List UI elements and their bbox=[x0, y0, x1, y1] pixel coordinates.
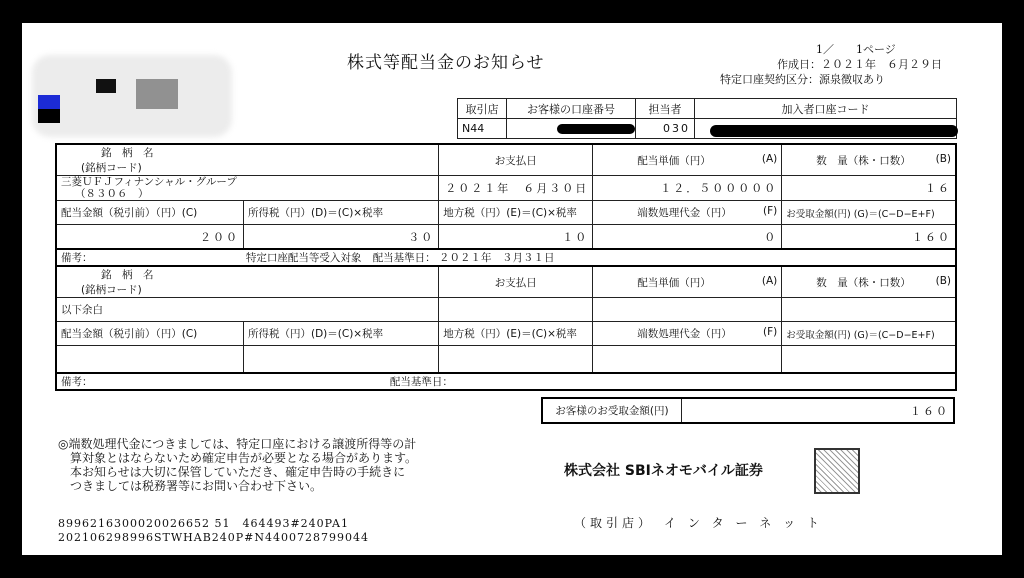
record2-quantity bbox=[782, 298, 956, 322]
name-header-cell-2 bbox=[56, 266, 439, 298]
record-date-label-2: 配当基準日： bbox=[389, 376, 453, 388]
total-value: １６０ bbox=[682, 398, 955, 423]
record2-received bbox=[782, 346, 956, 374]
quantity-mark: (B) bbox=[935, 152, 951, 165]
record1-remarks-row bbox=[56, 249, 956, 266]
redacted-color-block bbox=[38, 109, 60, 123]
company-seal-stamp bbox=[814, 448, 860, 494]
record1-quantity: １６ bbox=[782, 176, 956, 201]
rep-value: 030 bbox=[636, 119, 695, 139]
col-account-number-header: お客様の口座番号 bbox=[507, 99, 636, 119]
footer-note-line: 算対象とはならないため確定申告が必要となる場合があります。 bbox=[58, 451, 418, 465]
redaction-scribble bbox=[557, 124, 635, 134]
quantity-header-cell bbox=[782, 144, 956, 176]
name-header: 銘 柄 名 bbox=[101, 147, 154, 159]
record1-fraction: ０ bbox=[593, 225, 782, 250]
fraction-header-2: 端数処理代金（円） bbox=[637, 328, 732, 340]
unit-price-header-cell bbox=[593, 144, 782, 176]
col-branch-header: 取引店 bbox=[458, 99, 507, 119]
dividend-table bbox=[55, 143, 957, 391]
record2-unit-price bbox=[593, 298, 782, 322]
redacted-color-block bbox=[96, 79, 116, 93]
local-tax-header: 地方税（円）(E)＝(C)×税率 bbox=[439, 201, 593, 225]
code-header: (銘柄コード) bbox=[81, 162, 142, 174]
fraction-mark-2: (F) bbox=[763, 326, 778, 338]
redaction-scribble bbox=[710, 125, 958, 137]
redacted-blur bbox=[32, 55, 232, 137]
record2-fraction bbox=[593, 346, 782, 374]
unit-price-header-cell-2 bbox=[593, 266, 782, 298]
unit-price-mark-2: (A) bbox=[761, 274, 778, 287]
col-rep-header: 担当者 bbox=[636, 99, 695, 119]
quantity-mark-2: (B) bbox=[935, 274, 951, 287]
page-info: 1／ 1ページ bbox=[816, 43, 896, 56]
code-line: 202106298996STWHAB240P#N4400728799044 bbox=[58, 531, 370, 544]
record-date-label: 配当基準日： bbox=[372, 252, 436, 264]
received-header-2: お受取金額(円) (G)＝(C−D−E+F) bbox=[782, 322, 956, 346]
remarks-label-2: 備考： bbox=[61, 376, 93, 388]
income-tax-header-2: 所得税（円）(D)＝(C)×税率 bbox=[244, 322, 439, 346]
dividend-notice-document bbox=[22, 23, 1002, 555]
quantity-header-cell-2 bbox=[782, 266, 956, 298]
record2-income-tax bbox=[244, 346, 439, 374]
account-type: 特定口座契約区分：源泉徴収あり bbox=[720, 73, 885, 86]
footer-note-line: ◎端数処理代金につきましては、特定口座における譲渡所得等の計 bbox=[58, 437, 417, 451]
barcode-text bbox=[58, 517, 369, 545]
record1-income-tax: ３０ bbox=[244, 225, 439, 250]
record2-remarks-row bbox=[56, 373, 956, 390]
branch-name: （取引店） イ ン タ ー ネ ッ ト bbox=[574, 516, 823, 530]
footer-note bbox=[58, 437, 417, 493]
unit-price-header: 配当単価（円） bbox=[637, 154, 711, 167]
record1-name: 三菱ＵＦＪフィナンシャル・グループ bbox=[61, 176, 237, 188]
record1-code: （８３０６ ） bbox=[75, 188, 149, 200]
record1-received: １６０ bbox=[782, 225, 956, 250]
record1-record-date: ２０２１年 ３月３１日 bbox=[439, 252, 555, 264]
footer-note-line: 本お知らせは大切に保管していただき、確定申告時の手続きに bbox=[58, 465, 406, 479]
fraction-header-cell-2 bbox=[593, 322, 782, 346]
pay-date-header: お支払日 bbox=[439, 144, 593, 176]
record1-unit-price: １２．５０００００ bbox=[593, 176, 782, 201]
fraction-mark: (F) bbox=[763, 205, 778, 217]
record2-gross bbox=[56, 346, 244, 374]
fraction-header: 端数処理代金（円） bbox=[637, 207, 732, 219]
record1-name-cell bbox=[56, 176, 439, 201]
record1-pay-date: ２０２１年 ６月３０日 bbox=[439, 176, 593, 201]
code-header-2: (銘柄コード) bbox=[81, 284, 142, 296]
unit-price-header-2: 配当単価（円） bbox=[637, 276, 711, 289]
record2-name: 以下余白 bbox=[56, 298, 439, 322]
unit-price-mark: (A) bbox=[761, 152, 778, 165]
record2-local-tax bbox=[439, 346, 593, 374]
pay-date-header-2: お支払日 bbox=[439, 266, 593, 298]
name-header-cell bbox=[56, 144, 439, 176]
record1-remarks: 特定口座配当等受入対象 bbox=[245, 252, 362, 264]
code-line: 8996216300020026652 51 464493#240PA1 bbox=[58, 517, 350, 530]
total-label: お客様のお受取金額(円) bbox=[542, 398, 682, 423]
record1-local-tax: １０ bbox=[439, 225, 593, 250]
created-date: 作成日：２０２１年 ６月２９日 bbox=[777, 58, 942, 71]
record2-pay-date bbox=[439, 298, 593, 322]
name-header-2: 銘 柄 名 bbox=[101, 269, 154, 281]
total-table bbox=[541, 397, 955, 424]
record1-gross: ２００ bbox=[56, 225, 244, 250]
redacted-color-block bbox=[136, 79, 178, 109]
local-tax-header-2: 地方税（円）(E)＝(C)×税率 bbox=[439, 322, 593, 346]
quantity-header: 数 量（株・口数） bbox=[816, 154, 911, 167]
gross-header: 配当金額（税引前）（円）(C) bbox=[56, 201, 244, 225]
fraction-header-cell bbox=[593, 201, 782, 225]
received-header: お受取金額(円) (G)＝(C−D−E+F) bbox=[782, 201, 956, 225]
remarks-label: 備考： bbox=[61, 252, 93, 264]
redacted-color-block bbox=[38, 95, 60, 109]
income-tax-header: 所得税（円）(D)＝(C)×税率 bbox=[244, 201, 439, 225]
quantity-header-2: 数 量（株・口数） bbox=[816, 276, 911, 289]
company-name: 株式会社 SBIネオモバイル証券 bbox=[564, 463, 763, 479]
branch-value: N44 bbox=[458, 119, 507, 139]
gross-header-2: 配当金額（税引前）（円）(C) bbox=[56, 322, 244, 346]
col-subscriber-code-header: 加入者口座コード bbox=[695, 99, 957, 119]
footer-note-line: つきましては税務署等にお問い合わせ下さい。 bbox=[58, 479, 323, 493]
document-title: 株式等配当金のお知らせ bbox=[347, 53, 545, 73]
